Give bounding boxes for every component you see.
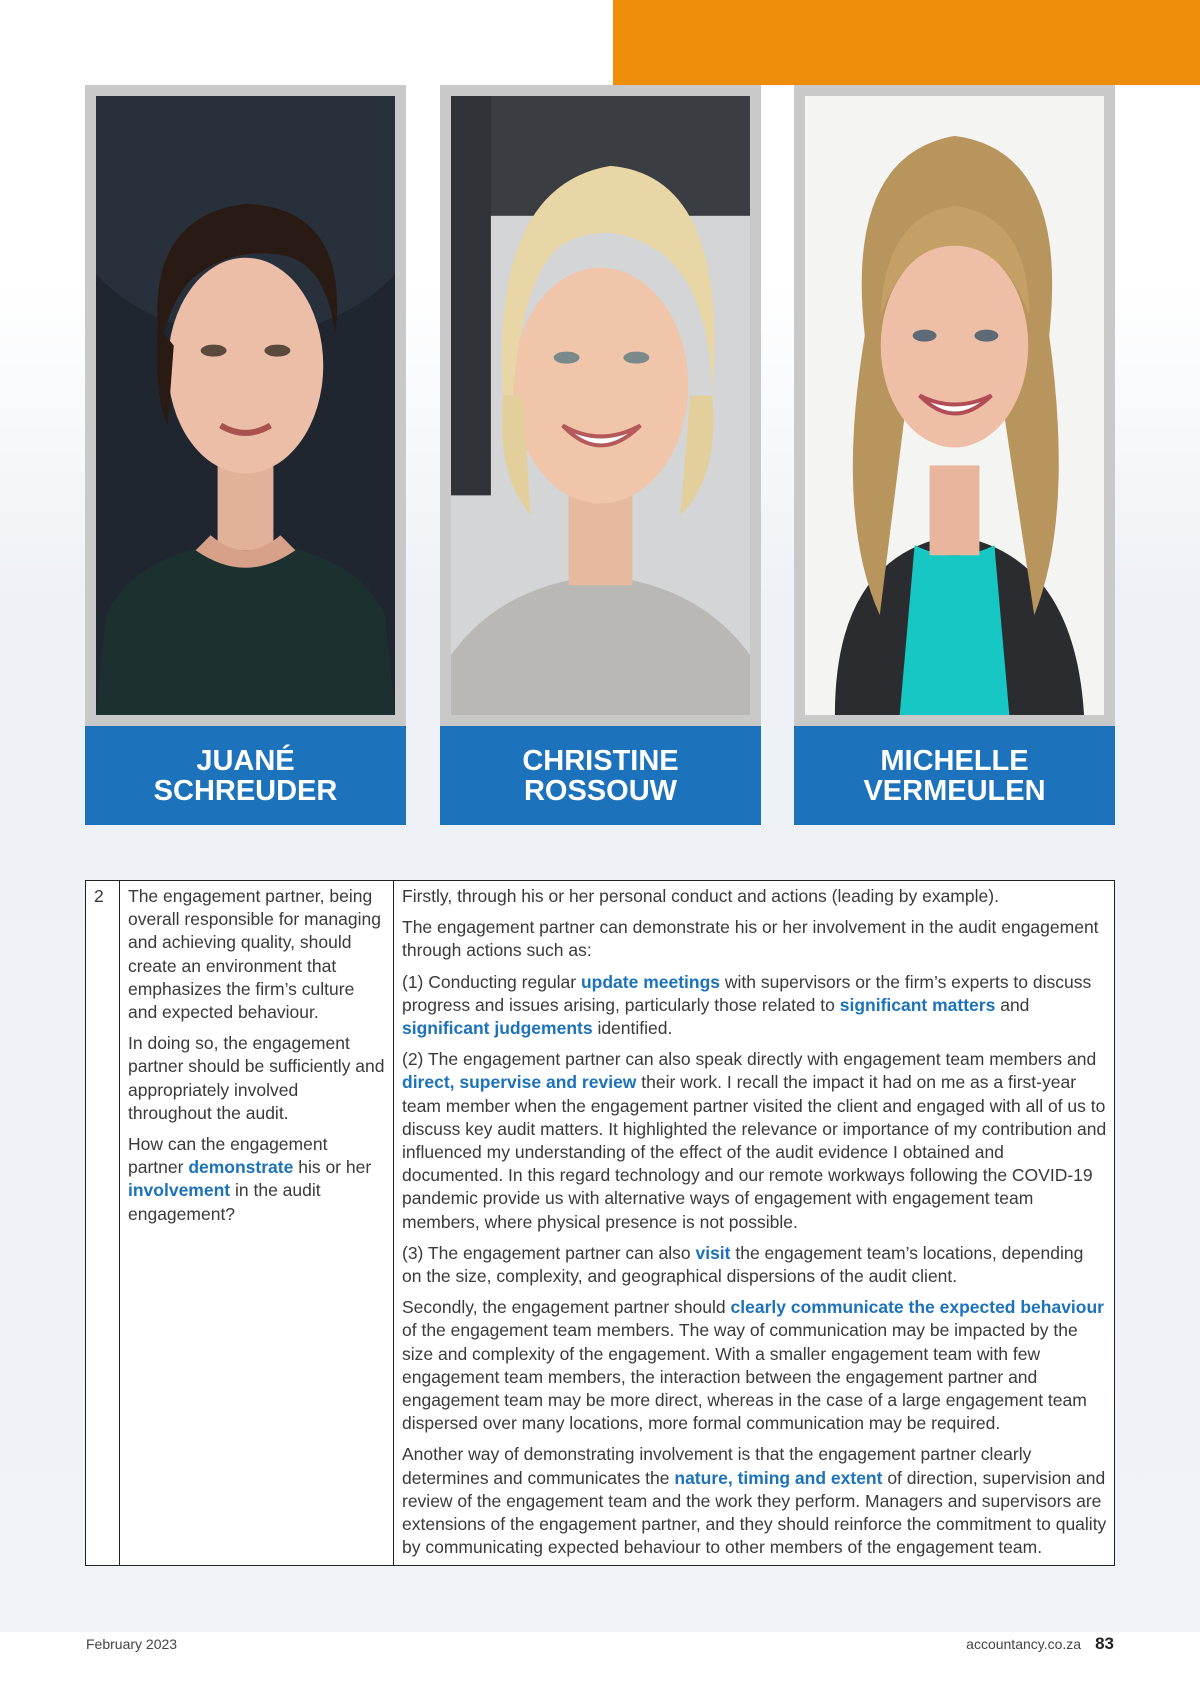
photo-frame [85,85,406,726]
question-paragraph: The engagement partner, being overall responsible for managing and achieving quality, should create an environment that emphasizes the firm’s culture and expected behaviour. [128,886,381,1023]
first-name: JUANÉ [196,744,295,777]
page-footer [0,1632,1200,1696]
portrait-photo [805,96,1104,715]
footer-right [966,1634,1114,1654]
highlight-term: significant matters [839,994,996,1015]
first-name: CHRISTINE [522,744,679,777]
answer-paragraph: (2) The engagement partner can also speak directly with engagement team members and direct, supervise and review their work. I recall the impact it had on me as a first-year team member when the engagement partner visited the client and engaged with all of us to discuss key audit matters. It highlighted the relevance or importance of my contribution and influenced my understanding of the effect of the audit evidence I obtained and documented. In this regard technology and our remote workways following the COVID-19 pandemic provide us with alternative ways of engagement with engagement team members, where physical presence is not possible. [402,1049,1107,1232]
highlight-term: clearly communicate the expected behaviour [730,1297,1104,1318]
photo-frame [794,85,1115,726]
last-name: SCHREUDER [153,774,338,807]
highlight-term: nature, timing and extent [674,1467,883,1488]
page-number: 83 [1095,1634,1114,1653]
highlight-term: visit [695,1242,731,1263]
profile-card-rossouw [440,85,761,825]
last-name: VERMEULEN [863,774,1046,807]
portrait-photo [96,96,395,715]
question-paragraph: How can the engagement partner demonstrate his or her involvement in the audit engagement? [128,1134,372,1224]
question-cell [120,881,394,1566]
row-number: 2 [86,881,120,1566]
highlight-term: demonstrate [188,1157,294,1178]
answer-paragraph: (3) The engagement partner can also visit the engagement team’s locations, depending on the size, complexity, and geographical dispersions of the audit client. [402,1242,1084,1287]
photo-frame [440,85,761,726]
name-label [85,726,406,825]
answer-paragraph: The engagement partner can demonstrate his or her involvement in the audit engagement through actions such as: [402,917,1099,961]
profile-card-schreuder [85,85,406,825]
first-name: MICHELLE [880,744,1029,777]
answer-cell [394,881,1115,1566]
highlight-term: significant judgements [402,1018,593,1039]
answer-paragraph: Another way of demonstrating involvement is that the engagement partner clearly determines and communicates the nature, timing and extent of direction, supervision and review of the engagement team and the work they perform. Managers and supervisors are extensions of the engagement partner, and they should reinforce the commitment to quality by communicating expected behaviour to other members of the engagement team. [402,1444,1107,1558]
website-link[interactable]: accountancy.co.za [966,1636,1082,1652]
answer-paragraph: (1) Conducting regular update meetings with supervisors or the firm’s experts to discuss progress and issues arising, particularly those related to significant matters and significant judgements identified. [402,971,1092,1039]
profile-card-vermeulen [794,85,1115,825]
question-paragraph: In doing so, the engagement partner should be sufficiently and appropriately involved throughout the audit. [128,1033,385,1123]
portrait-photo [451,96,750,715]
accent-bar [613,0,1200,85]
name-label [794,726,1115,825]
name-label [440,726,761,825]
answer-paragraph: Firstly, through his or her personal conduct and actions (leading by example). [402,886,999,906]
highlight-term: involvement [128,1180,231,1201]
highlight-term: direct, supervise and review [402,1072,637,1093]
highlight-term: update meetings [580,971,721,992]
issue-date: February 2023 [86,1636,178,1652]
answer-paragraph: Secondly, the engagement partner should clearly communicate the expected behaviour of the engagement team members. The way of communication may be impacted by the size and complexity of the engagement. With a smaller engagement team with few engagement team members, the interaction between the engagement partner and engagement team may be more direct, whereas in the case of a large engagement team dispersed over many locations, more formal communication may be required. [402,1297,1104,1434]
last-name: ROSSOUW [523,774,678,807]
table-row [86,881,1115,1566]
qa-table [85,880,1115,1566]
